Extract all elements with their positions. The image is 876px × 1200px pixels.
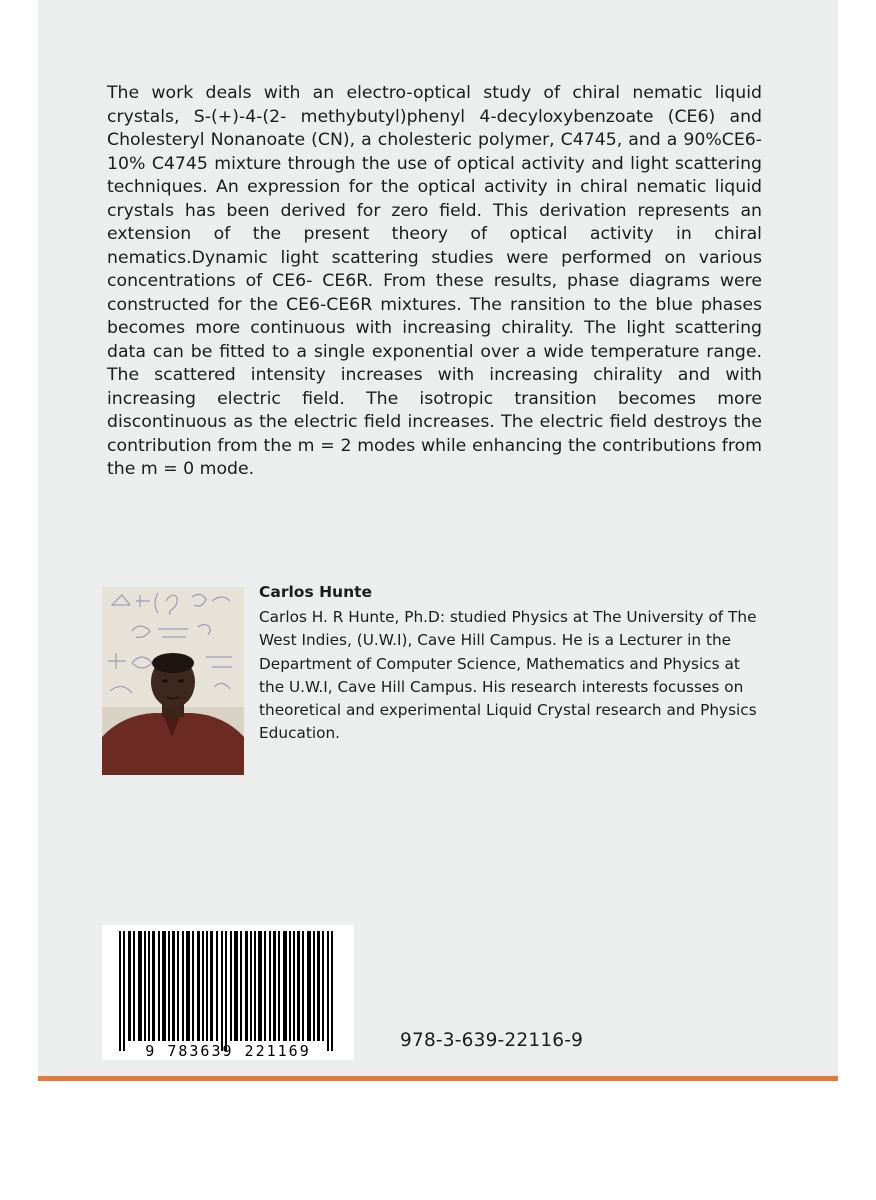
barcode xyxy=(102,925,354,1060)
author-bio: Carlos H. R Hunte, Ph.D: studied Physics at The University of The West Indies, (U.W.I), Cave Hill Campus. He is a Lecturer in the Department of Computer Science, Mathematics and Physics at the U.W.I, Cave Hill Campus. His research interests focusses on theoretical and experimental Liquid Crystal research and Physics Education. xyxy=(259,608,757,743)
abstract-text: The work deals with an electro-optical study of chiral nematic liquid crystals, S-(+)-4-(2- methybutyl)phenyl 4-decyloxybenzoate (CE6) and Cholesteryl Nonanoate (CN), a cholesteric polymer, C4745, and a 90%CE6-10% C4745 mixture through the use of optical activity and light scattering techniques. An expression for the optical activity in chiral nematic liquid crystals has been derived for zero field. This derivation represents an extension of the present theory of optical activity in chiral nematics.Dynamic light scattering studies were performed on various concentrations of CE6- CE6R. From these results, phase diagrams were constructed for the CE6-CE6R mixtures. The ransition to the blue phases becomes more continuous with increasing chirality. The light scattering data can be fitted to a single exponential over a wide temperature range. The scattered intensity increases with increasing chirality and with increasing electric field. The isotropic transition becomes more discontinuous as the electric field increases. The electric field destroys the contribution from the m = 2 modes while enhancing the contributions from the m = 0 mode. xyxy=(107,83,762,479)
author-name: Carlos Hunte xyxy=(259,583,373,601)
isbn-number: 978-3-639-22116-9 xyxy=(400,1030,584,1051)
barcode-digits: 9 783639 221169 xyxy=(145,1042,311,1060)
orange-divider xyxy=(38,1076,838,1081)
author-photo xyxy=(102,587,244,775)
